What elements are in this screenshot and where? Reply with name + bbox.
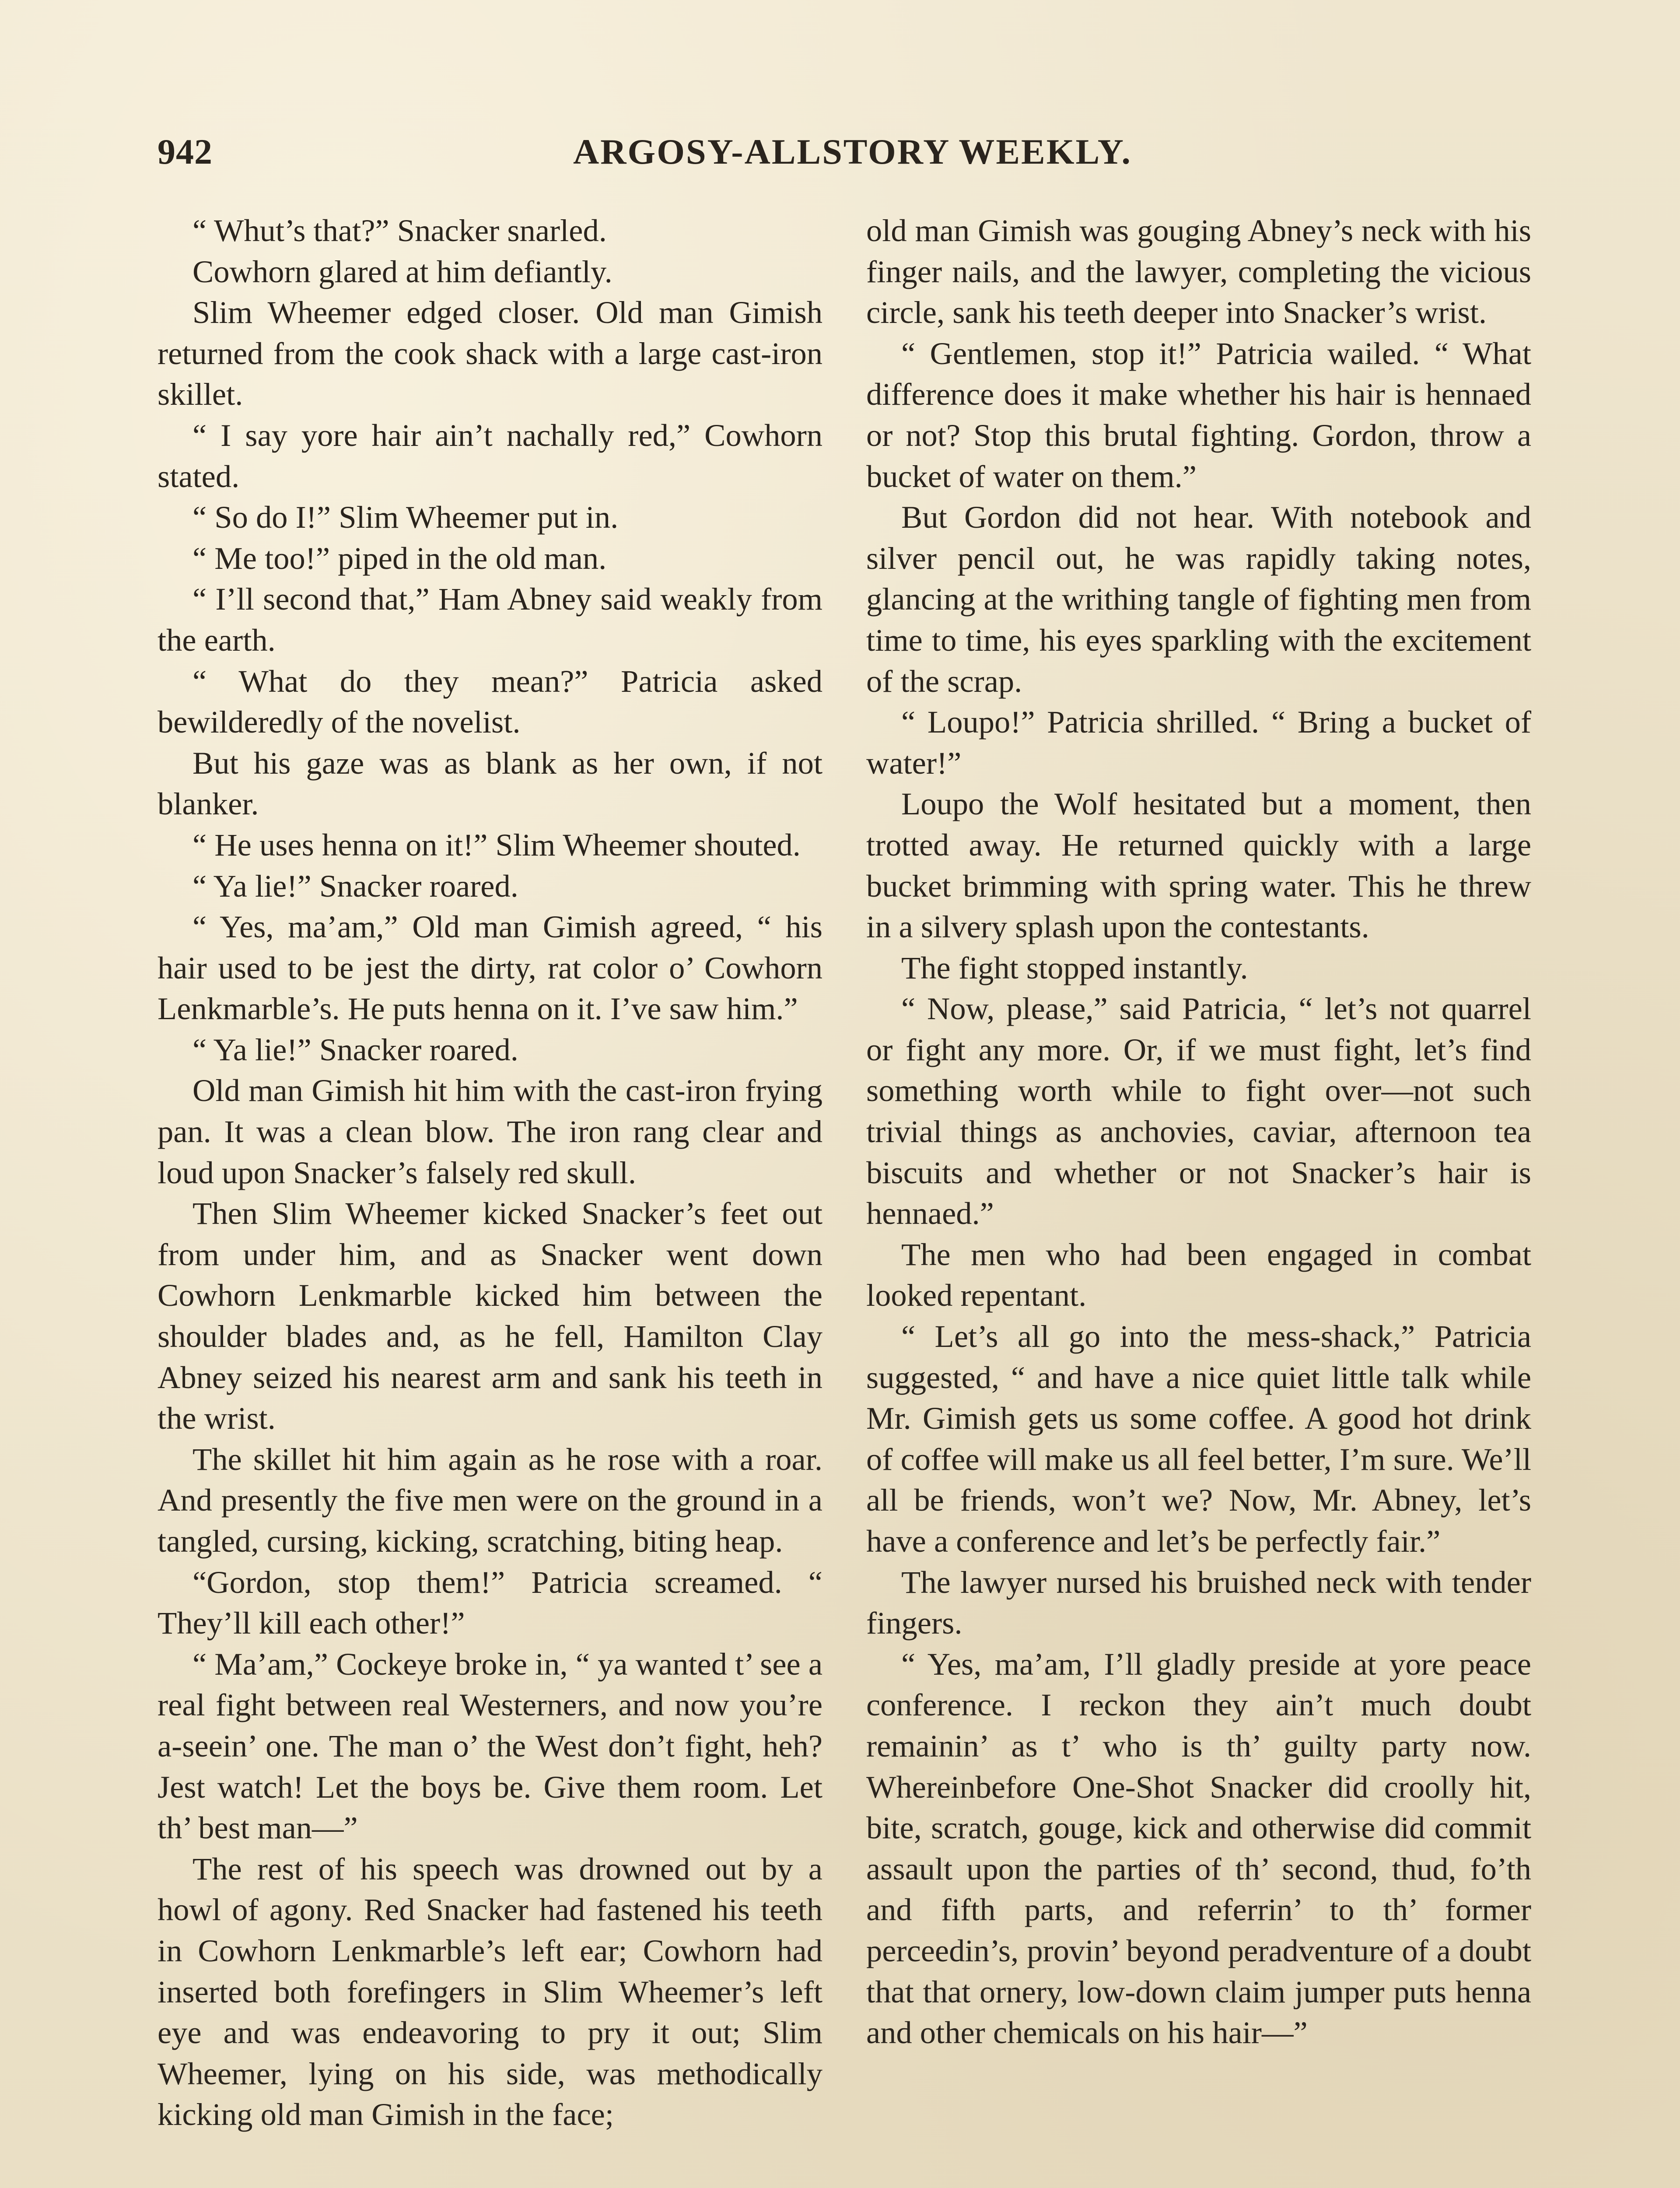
right-column	[866, 210, 1531, 2053]
paragraph: old man Gimish was gouging Abney’s neck with his finger nails, and the lawyer, completing the vicious circle, sank his teeth deeper into Snacker’s wrist.	[866, 213, 1531, 330]
paragraph: “ Ya lie!” Snacker roared.	[192, 868, 518, 904]
paragraph: “ Yes, ma’am,” Old man Gimish agreed, “ his hair used to be jest the dirty, rat color o’ Cowhorn Lenkmarble’s. He puts henna on it. I’ve saw him.”	[158, 909, 822, 1027]
paragraph: “ Let’s all go into the mess-shack,” Patricia suggested, “ and have a nice quiet little talk while Mr. Gimish gets us some coffee. A good hot drink of coffee will make us all feel better, I’m sure. We’ll all be friends, won’t we? Now, Mr. Abney, let’s have a conference and let’s be perfectly fair.”	[866, 1318, 1531, 1559]
paragraph: The skillet hit him again as he rose with a roar. And presently the five men were on the ground in a tangled, cursing, kicking, scratching, biting heap.	[158, 1441, 822, 1559]
paragraph: Then Slim Wheemer kicked Snacker’s feet out from under him, and as Snacker went down Cowhorn Lenkmarble kicked him between the shoulder blades and, as he fell, Hamilton Clay Abney seized his nearest arm and sank his teeth in the wrist.	[158, 1196, 822, 1436]
paragraph: But his gaze was as blank as her own, if not blanker.	[158, 745, 822, 822]
paragraph: “ Ma’am,” Cockeye broke in, “ ya wanted t’ see a real fight between real Westerners, and now you’re a-seein’ one. The man o’ the West don’t fight, heh? Jest watch! Let the boys be. Give them room. Let th’ best man—”	[158, 1646, 822, 1846]
paragraph: “ Now, please,” said Patricia, “ let’s not quarrel or fight any more. Or, if we must fight, let’s find something worth while to fight over—not such trivial things as anchovies, caviar, afternoon tea biscuits and whether or not Snacker’s hair is hennaed.”	[866, 991, 1531, 1231]
paragraph: “Gordon, stop them!” Patricia screamed. “ They’ll kill each other!”	[158, 1564, 822, 1641]
paragraph: “ So do I!” Slim Wheemer put in.	[192, 499, 619, 535]
paragraph: “ Yes, ma’am, I’ll gladly preside at yore peace conference. I reckon they ain’t much doubt remainin’ as t’ who is th’ guilty party now. Whereinbefore One-Shot Snacker did croolly hit, bite, scratch, gouge, kick and otherwise did commit assault upon the parties of th’ second, thud, fo’th and fifth parts, and referrin’ to th’ former perceedin’s, provin’ beyond peradventure of a doubt that that ornery, low-down claim jumper puts henna and other chemicals on his hair—”	[866, 1646, 1531, 2051]
paragraph: But Gordon did not hear. With notebook and silver pencil out, he was rapidly taking notes, glancing at the writhing tangle of fighting men from time to time, his eyes sparkling with the excitement of the scrap.	[866, 499, 1531, 699]
left-column	[158, 210, 822, 2135]
paragraph: Slim Wheemer edged closer. Old man Gimish returned from the cook shack with a large cast-iron skillet.	[158, 295, 822, 412]
paragraph: “ Ya lie!” Snacker roared.	[192, 1031, 518, 1067]
page-number: 942	[158, 132, 213, 172]
paragraph: “ He uses henna on it!” Slim Wheemer shouted.	[192, 827, 801, 863]
paragraph: “ Me too!” piped in the old man.	[192, 540, 607, 576]
paragraph: “ What do they mean?” Patricia asked bewilderedly of the novelist.	[158, 663, 822, 740]
paragraph: Loupo the Wolf hesitated but a moment, then trotted away. He returned quickly with a large bucket brimming with spring water. This he threw in a silvery splash upon the contestants.	[866, 786, 1531, 945]
paragraph: “ Loupo!” Patricia shrilled. “ Bring a bucket of water!”	[866, 704, 1531, 781]
running-title: ARGOSY-ALLSTORY WEEKLY.	[573, 132, 1132, 172]
paragraph: “ Whut’s that?” Snacker snarled.	[192, 213, 607, 248]
paragraph: “ Gentlemen, stop it!” Patricia wailed. “ What difference does it make whether his hair is hennaed or not? Stop this brutal fighting. Gordon, throw a bucket of water on them.”	[866, 335, 1531, 494]
paragraph: “ I say yore hair ain’t nachally red,” Cowhorn stated.	[158, 417, 822, 494]
paragraph: The fight stopped instantly.	[901, 950, 1248, 985]
page-header	[158, 131, 1536, 184]
paragraph: The rest of his speech was drowned out by a howl of agony. Red Snacker had fastened his teeth in Cowhorn Lenkmarble’s left ear; Cowhorn had inserted both forefingers in Slim Wheemer’s left eye and was endeavoring to pry it out; Slim Wheemer, lying on his side, was methodically kicking old man Gimish in the face;	[158, 1851, 822, 2132]
paragraph: Cowhorn glared at him defiantly.	[192, 253, 612, 289]
paragraph: “ I’ll second that,” Ham Abney said weakly from the earth.	[158, 581, 822, 658]
paragraph: Old man Gimish hit him with the cast-iron frying pan. It was a clean blow. The iron rang clear and loud upon Snacker’s falsely red skull.	[158, 1073, 822, 1190]
paragraph: The men who had been engaged in combat looked repentant.	[866, 1236, 1531, 1313]
paragraph: The lawyer nursed his bruished neck with tender fingers.	[866, 1564, 1531, 1641]
